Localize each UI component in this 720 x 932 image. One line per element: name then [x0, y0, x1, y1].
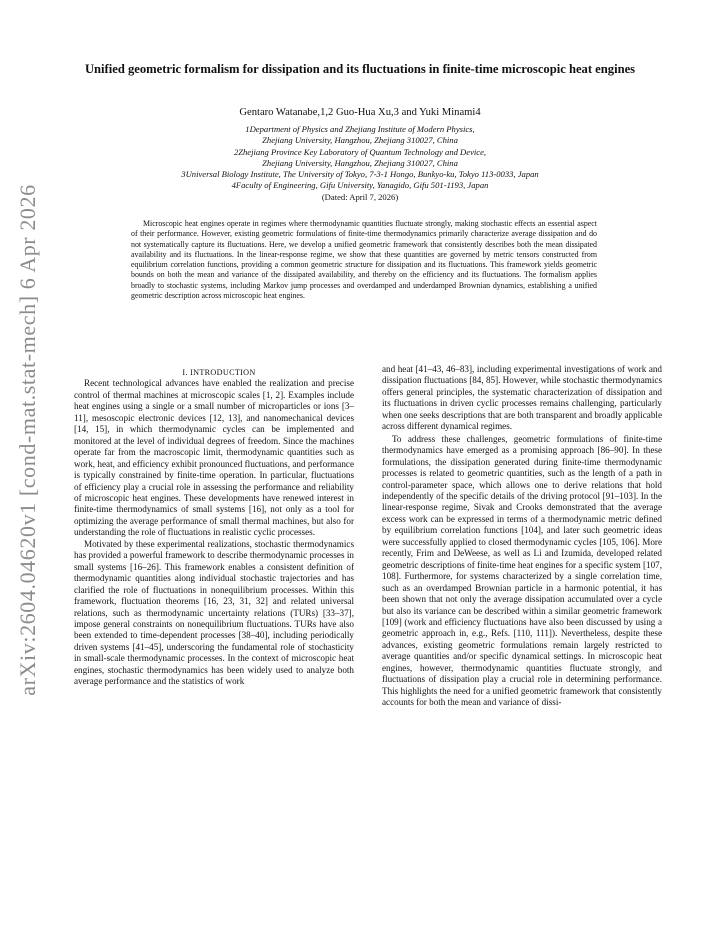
body-paragraph: and heat [41–43, 46–83], including experimental investigations of work and dissipation fluctuations [84, 85]. However, while stochastic thermodynamics offers general principles, the systematic characterization of dissipation and its fluctuations in driven cyclic processes remains challenging, particularly when one seeks descriptions that are both transparent and broadly applicable across different dynamical regimes. [382, 364, 662, 432]
author-list: Gentaro Watanabe,1,2 Guo-Hua Xu,3 and Yuki Minami4 [239, 107, 481, 118]
body-paragraph: Motivated by these experimental realizations, stochastic thermodynamics has provided a powerful framework to describe thermodynamic processes in small systems [16–26]. This framework enables a consistent definition of thermodynamic quantities along individual stochastic trajectories and has clarified the role of fluctuations in nonequilibrium processes. Within this framework, fluctuation theorems [16, 23, 31, 32] and related universal relations, such as thermodynamic uncertainty relations (TURs) [33–37], impose general constraints on nonequilibrium fluctuations. TURs have also been extended to time-dependent processes [38–40], including periodically driven systems [41–45], underscoring the fundamental role of stochasticity in small-scale thermodynamic processes. In the context of microscopic heat engines, stochastic thermodynamics has been widely used to analyze both average performance and the statistics of work [74, 538, 354, 687]
right-column [382, 364, 662, 709]
affiliations [60, 124, 660, 203]
affiliation-line: 1Department of Physics and Zhejiang Institute of Modern Physics, [245, 124, 475, 134]
arxiv-identifier: arXiv:2604.04620v1 [cond-mat.stat-mech] 6 Apr 2026 [15, 184, 40, 696]
left-column [74, 367, 354, 688]
abstract: Microscopic heat engines operate in regimes where thermodynamic quantities fluctuate strongly, making stochastic effects an essential aspect of their performance. However, existing geometric formulations of finite-time thermodynamics primarily characterize average dissipation and do not systematically capture its fluctuations. Here, we develop a unified geometric framework that consistently describes both the mean dissipated availability and its fluctuations. In the linear-response regime, we show that these quantities are governed by metric tensors constructed from equilibrium correlation functions, providing a common geometric structure for dissipation and its fluctuations. This framework yields geometric bounds on both the mean and variance of the dissipated availability, and thereby on the efficiency and its fluctuations. The formalism applies broadly to stochastic systems, including Markov jump processes and overdamped and underdamped Brownian dynamics, establishing a unified geometric description across microscopic heat engines. [131, 219, 597, 301]
arxiv-sidebar-stamp [10, 184, 46, 696]
body-paragraph: To address these challenges, geometric formulations of finite-time thermodynamics have emerged as a promising approach [86–90]. In these formulations, the dissipation generated during finite-time thermodynamic processes is related to geometric quantities, such as the length of a path in control-parameter space, which allows one to derive relations that hold independently of the specific details of the driving protocol [91–103]. In the linear-response regime, Sivak and Crooks demonstrated that the average excess work can be expressed in terms of a thermodynamic metric defined by equilibrium correlation functions [104], and later such geometric ideas were successfully applied to closed thermodynamic cycles [105, 106]. More recently, Frim and DeWeese, as well as Li and Izumida, developed related geometric descriptions of finite-time heat engines for a specific system [107, 108]. Furthermore, for systems characterized by a single correlation time, such as an overdamped Brownian particle in a harmonic potential, it has been shown that not only the average dissipation accumulated over a cycle but also its variance can be described within a similar geometric framework [109] (work and efficiency fluctuations have also been discussed by using a geometric approach in, e.g., Refs. [110, 111]). Nevertheless, despite these advances, existing geometric formulations remain largely restricted to average quantities and/or specific dynamical settings. In microscopic heat engines, however, thermodynamic quantities fluctuate strongly, and fluctuations of dissipation play a crucial role in determining performance. This highlights the need for a unified geometric framework that consistently accounts for both the mean and variance of dissi- [382, 433, 662, 708]
affiliation-line: Zhejiang University, Hangzhou, Zhejiang 310027, China [262, 157, 458, 168]
affiliation-line: 2Zhejiang Province Key Laboratory of Quantum Technology and Device, [233, 146, 487, 157]
paper-title: Unified geometric formalism for dissipation and its fluctuations in finite-time microscopic heat engines [84, 62, 636, 76]
affiliation-line: 3Universal Biology Institute, The University of Tokyo, 7-3-1 Hongo, Bunkyo-ku, Tokyo 113-0033, Japan [181, 169, 539, 180]
affiliation-line: Zhejiang University, Hangzhou, Zhejiang 310027, China [262, 135, 458, 146]
section-heading: I. INTRODUCTION [182, 368, 256, 377]
affiliation-line: 4Faculty of Engineering, Gifu University, Yanagido, Gifu 501-1193, Japan [231, 180, 489, 191]
date-line: (Dated: April 7, 2026) [321, 191, 399, 202]
body-paragraph: Recent technological advances have enabled the realization and precise control of thermal machines at microscopic scales [1, 2]. Examples include heat engines using a single or a small number of microparticles or ions [3–11], mesoscopic electronic devices [12, 13], and nanomechanical devices [14, 15], in which thermodynamic cycles can be implemented and monitored at the level of individual degrees of freedom. Since the machines operate far from the macroscopic limit, thermodynamic quantities such as work, heat, and efficiency exhibit pronounced fluctuations, and performance is typically constrained by finite-time operation. In particular, fluctuations of efficiency play a crucial role in assessing the performance and reliability of microscopic heat engines. These developments have renewed interest in finite-time thermodynamics of small systems [16], not only as a tool for optimizing the average performance of small thermal machines, but also for understanding the role of fluctuations in realistic cyclic processes. [74, 378, 354, 538]
